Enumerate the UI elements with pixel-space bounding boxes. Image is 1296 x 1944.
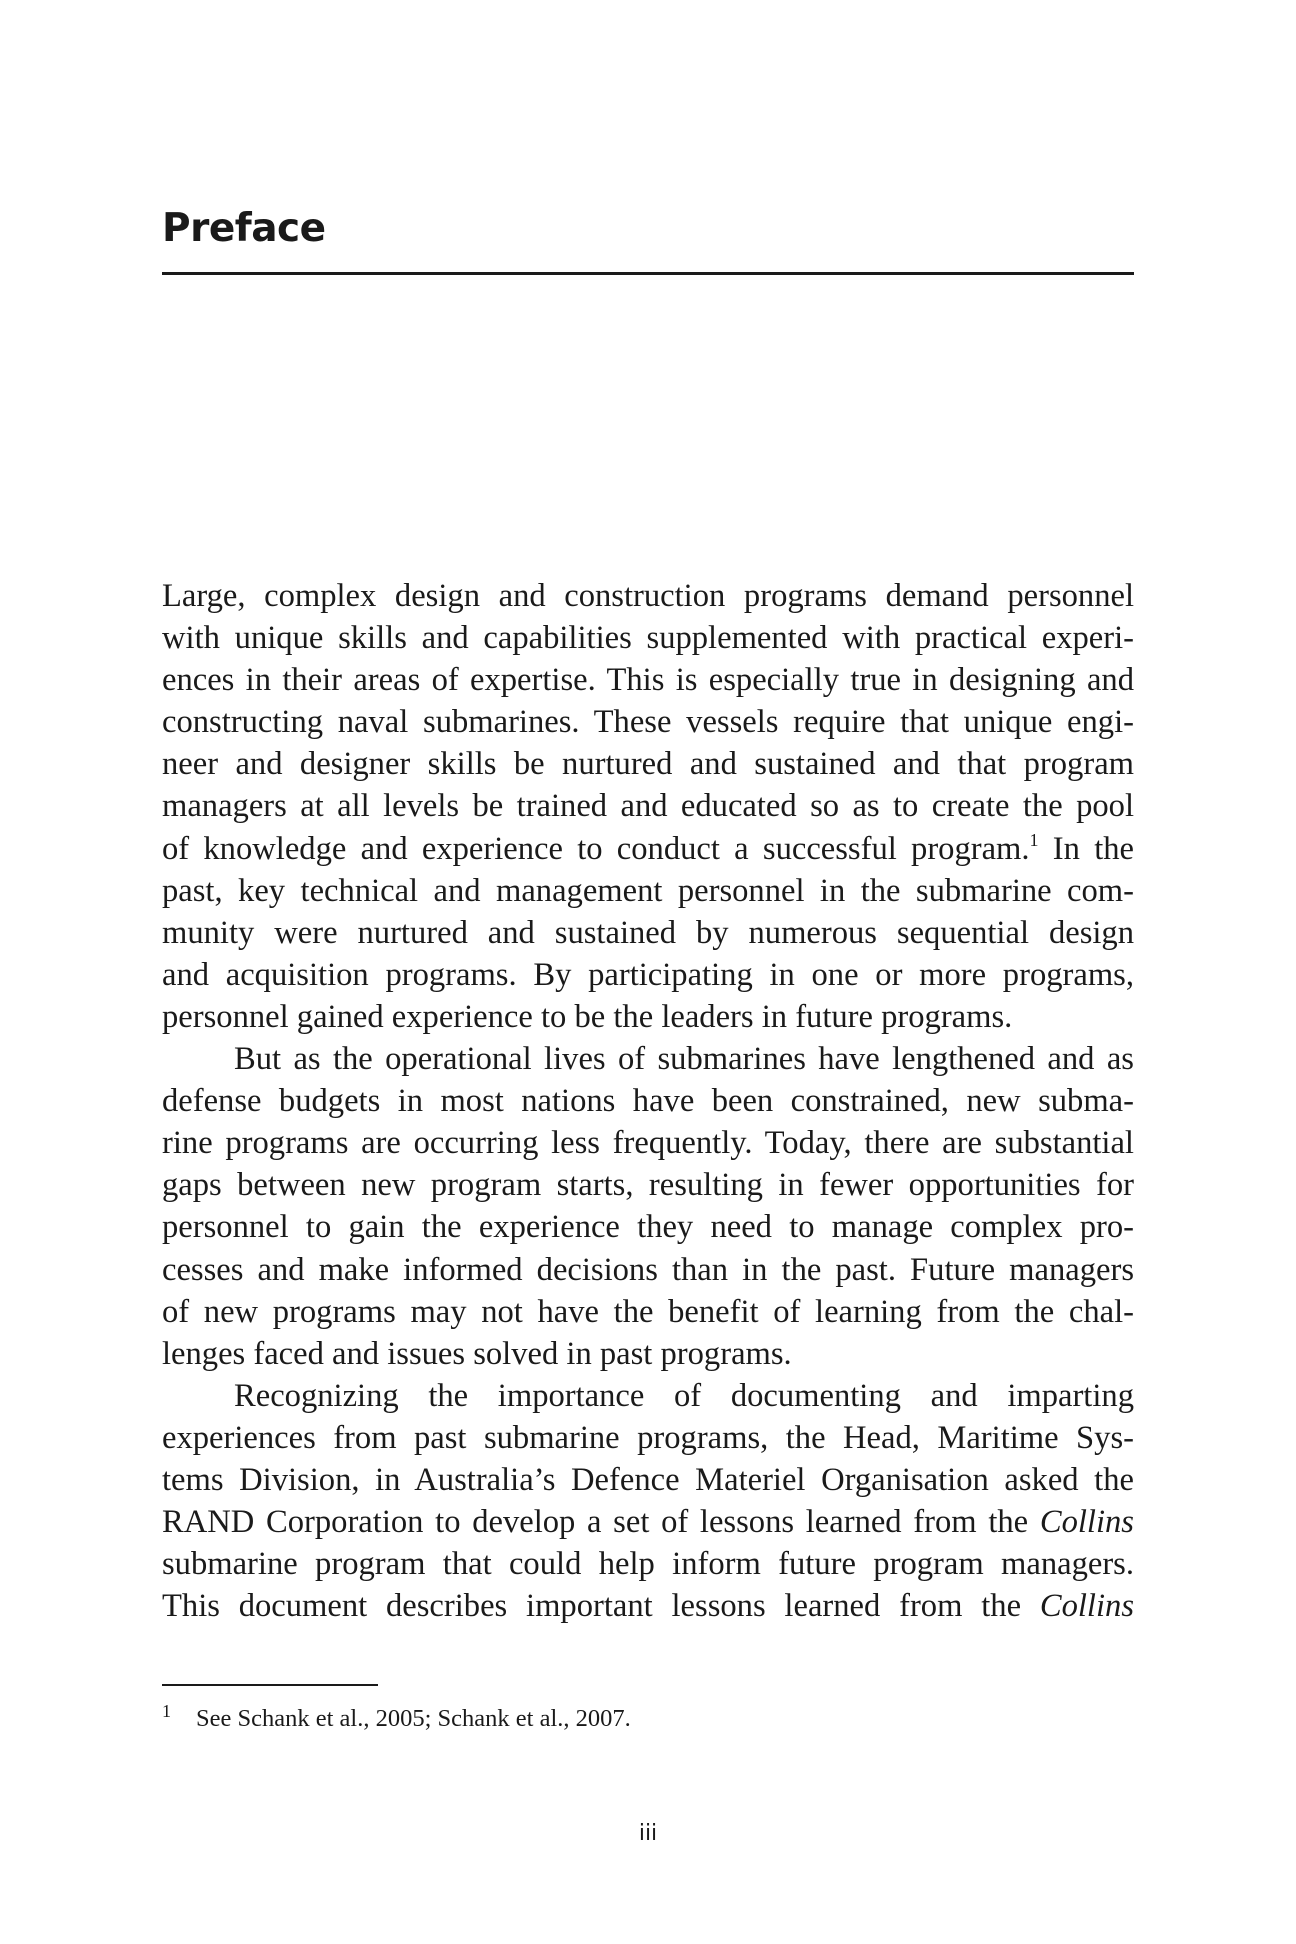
text-line: Large, complex design and construction programs demand personnel: [162, 578, 1134, 614]
text-line: rine programs are occurring less frequently. Today, there are substantial: [162, 1125, 1134, 1162]
text-segment: This document describes important lessons learned from the: [162, 1588, 1022, 1625]
footnote-rule: [162, 1684, 378, 1686]
italic-title: Collins: [1039, 1588, 1134, 1625]
footnote-number: 1: [162, 1701, 171, 1721]
text-line: personnel gained experience to be the leaders in future programs.: [162, 998, 1013, 1035]
footnote-text: See Schank et al., 2005; Schank et al., 2007.: [196, 1705, 631, 1732]
text-line: lenges faced and issues solved in past programs.: [162, 1335, 792, 1372]
footnote-reference[interactable]: 1: [1029, 829, 1039, 850]
text-line: [162, 828, 1134, 870]
text-line: Recognizing the importance of documenting and imparting: [234, 1377, 1134, 1414]
body-text: [162, 575, 1134, 1627]
text-line: with unique skills and capabilities supplemented with practical experi-: [162, 620, 1134, 657]
text-segment: In the: [1038, 830, 1134, 867]
text-line: But as the operational lives of submarines have lengthened and as: [234, 1041, 1134, 1078]
text-line: [162, 1585, 1134, 1627]
text-line: personnel to gain the experience they need to manage complex pro-: [162, 1209, 1134, 1246]
italic-title: Collins: [1039, 1504, 1134, 1541]
text-segment: RAND Corporation to develop a set of lessons learned from the: [162, 1504, 1029, 1541]
text-line: and acquisition programs. By participating in one or more programs,: [162, 956, 1134, 993]
text-line: [162, 1501, 1134, 1543]
text-line: managers at all levels be trained and educated so as to create the pool: [162, 788, 1134, 825]
footnote: [162, 1701, 1134, 1735]
text-line: munity were nurtured and sustained by numerous sequential design: [162, 914, 1134, 951]
text-segment: of knowledge and experience to conduct a successful program.: [162, 830, 1030, 867]
text-line: constructing naval submarines. These vessels require that unique engi-: [162, 704, 1134, 741]
text-line: tems Division, in Australia’s Defence Materiel Organisation asked the: [162, 1461, 1134, 1498]
text-line: of new programs may not have the benefit of learning from the chal-: [162, 1293, 1134, 1330]
text-line: gaps between new program starts, resulting in fewer opportunities for: [162, 1167, 1134, 1204]
text-line: past, key technical and management personnel in the submarine com-: [162, 872, 1134, 909]
page-number: iii: [638, 1821, 658, 1846]
text-line: submarine program that could help inform future program managers.: [162, 1546, 1134, 1583]
page-title: Preface: [162, 206, 326, 251]
text-line: ences in their areas of expertise. This is especially true in designing and: [162, 662, 1134, 699]
text-line: experiences from past submarine programs, the Head, Maritime Sys-: [162, 1419, 1134, 1456]
text-line: neer and designer skills be nurtured and sustained and that program: [162, 746, 1134, 783]
text-line: defense budgets in most nations have been constrained, new subma-: [162, 1083, 1134, 1120]
title-rule: [162, 272, 1134, 275]
text-line: cesses and make informed decisions than in the past. Future managers: [162, 1251, 1134, 1288]
